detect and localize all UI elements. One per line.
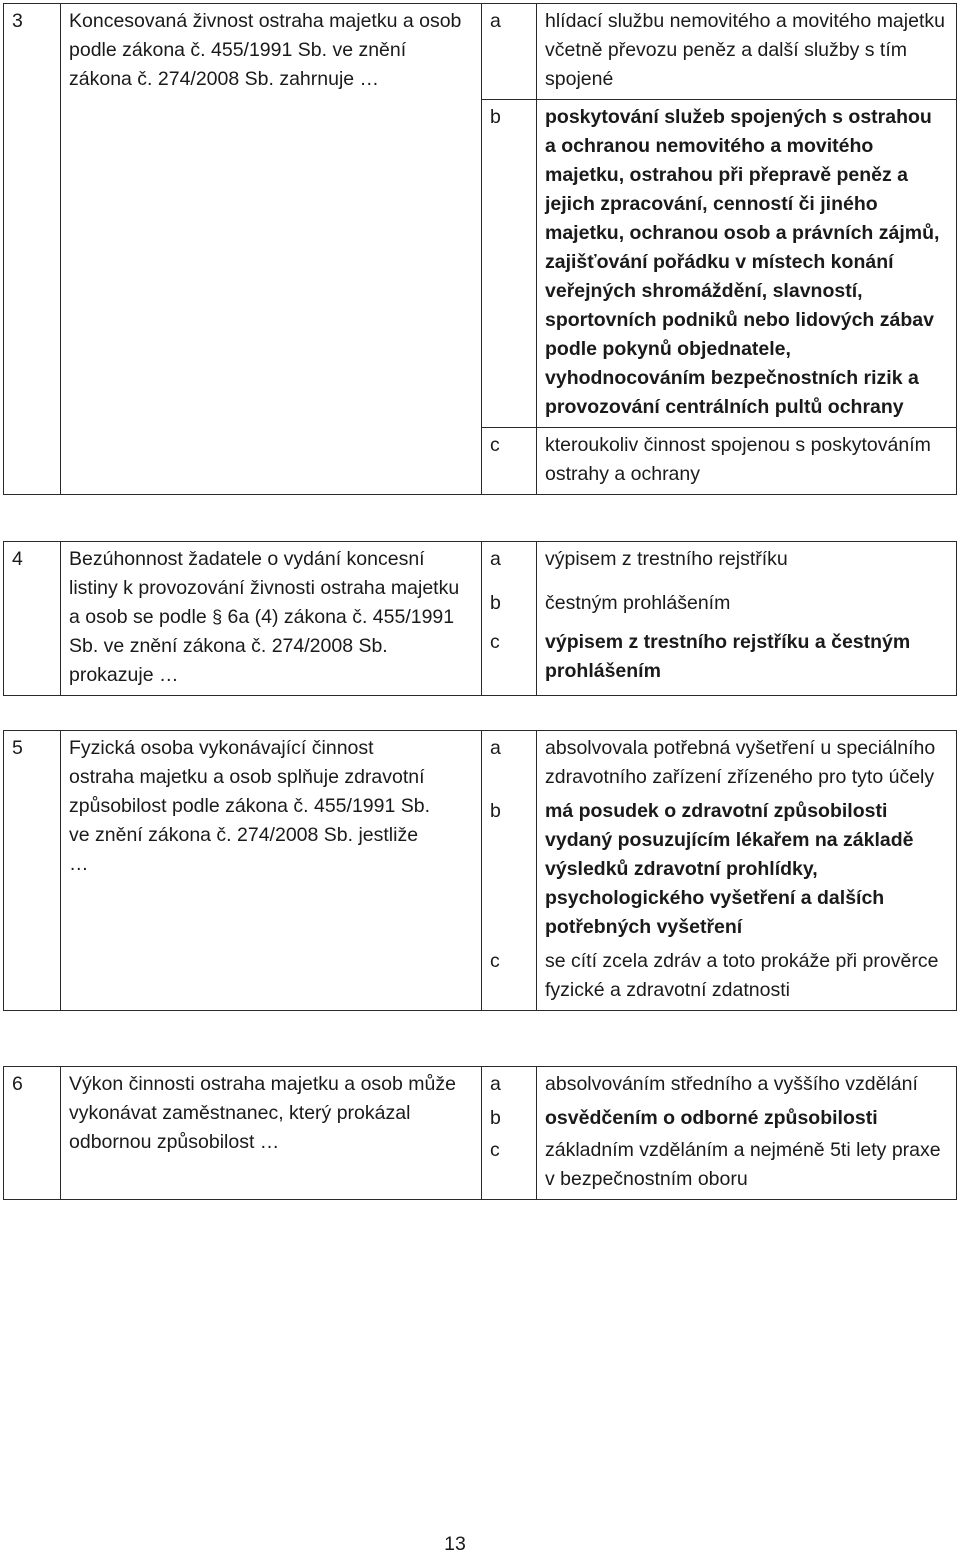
table-row xyxy=(4,731,957,798)
option-text-correct: má posudek o zdravotní způsobilosti vydaný posuzujícím lékařem na základě výsledků zdravotní prohlídky, psychologického vyšetření a dalších potřebných vyšetření xyxy=(537,797,957,947)
question-number: 4 xyxy=(4,542,61,696)
option-letter: b xyxy=(482,797,537,947)
option-text: absolvovala potřebná vyšetření u speciálního zdravotního zařízení zřízeného pro tyto účely xyxy=(537,731,957,798)
table-row xyxy=(4,542,957,589)
option-text-correct: poskytování služeb spojených s ostrahou a ochranou nemovitého a movitého majetku, ostrahou při přepravě peněz a jejich zpracování, cenností či jiného majetku, ochranou osob a právních zájmů, zajišťování pořádku v místech konání veřejných shromáždění, slavností, sportovních podniků nebo lidových zábav podle pokynů objednatele, vyhodnocováním bezpečnostních rizik a provozování centrálních pultů ochrany xyxy=(537,100,957,428)
question-text-part: Bezúhonnost žadatele o vydání koncesní listiny k provozování živnosti ostraha majetku a osob se podle xyxy=(69,548,460,628)
table-row xyxy=(4,4,957,100)
question-text: Fyzická osoba vykonávající činnost ostraha majetku a osob splňuje zdravotní způsobilost podle zákona č. 455/1991 Sb. ve znění zákona č. 274/2008 Sb. jestliže … xyxy=(61,731,482,1011)
option-text: základním vzděláním a nejméně 5ti lety praxe v bezpečnostním oboru xyxy=(537,1133,957,1200)
option-text: absolvováním středního a vyššího vzdělání xyxy=(537,1067,957,1105)
question-number: 6 xyxy=(4,1067,61,1200)
option-letter: a xyxy=(482,731,537,798)
table-row xyxy=(4,1067,957,1105)
question-text-part: 6a (4) zákona č. 455/1991 Sb. ve znění zákona č. 274/2008 Sb. prokazuje … xyxy=(69,606,455,686)
option-letter: b xyxy=(482,100,537,428)
option-text: kteroukoliv činnost spojenou s poskytováním ostrahy a ochrany xyxy=(537,428,957,495)
question-text: Koncesovaná živnost ostraha majetku a osob podle zákona č. 455/1991 Sb. ve znění zákona č. 274/2008 Sb. zahrnuje … xyxy=(61,4,482,495)
question-table-6 xyxy=(3,1066,957,1200)
question-number: 5 xyxy=(4,731,61,1011)
option-letter: b xyxy=(482,589,537,625)
option-letter: b xyxy=(482,1104,537,1133)
option-letter: c xyxy=(482,428,537,495)
section-sign: § xyxy=(212,607,223,627)
option-text: výpisem z trestního rejstříku xyxy=(537,542,957,589)
option-letter: a xyxy=(482,542,537,589)
option-text-correct: osvědčením o odborné způsobilosti xyxy=(537,1104,957,1133)
option-text-correct: výpisem z trestního rejstříku a čestným prohlášením xyxy=(537,625,957,696)
question-table-5 xyxy=(3,730,957,1011)
option-letter: a xyxy=(482,4,537,100)
option-text: se cítí zcela zdráv a toto prokáže při prověrce fyzické a zdravotní zdatnosti xyxy=(537,947,957,1011)
question-text: Výkon činnosti ostraha majetku a osob může vykonávat zaměstnanec, který prokázal odbornou způsobilost … xyxy=(61,1067,482,1200)
question-table-3 xyxy=(3,3,957,495)
question-text xyxy=(61,542,482,696)
option-letter: c xyxy=(482,625,537,696)
option-letter: c xyxy=(482,947,537,1011)
option-text: hlídací službu nemovitého a movitého majetku včetně převozu peněz a další služby s tím spojené xyxy=(537,4,957,100)
question-number: 3 xyxy=(4,4,61,495)
option-letter: c xyxy=(482,1133,537,1200)
option-letter: a xyxy=(482,1067,537,1105)
option-text: čestným prohlášením xyxy=(537,589,957,625)
question-table-4 xyxy=(3,541,957,696)
page-number: 13 xyxy=(444,1533,466,1555)
